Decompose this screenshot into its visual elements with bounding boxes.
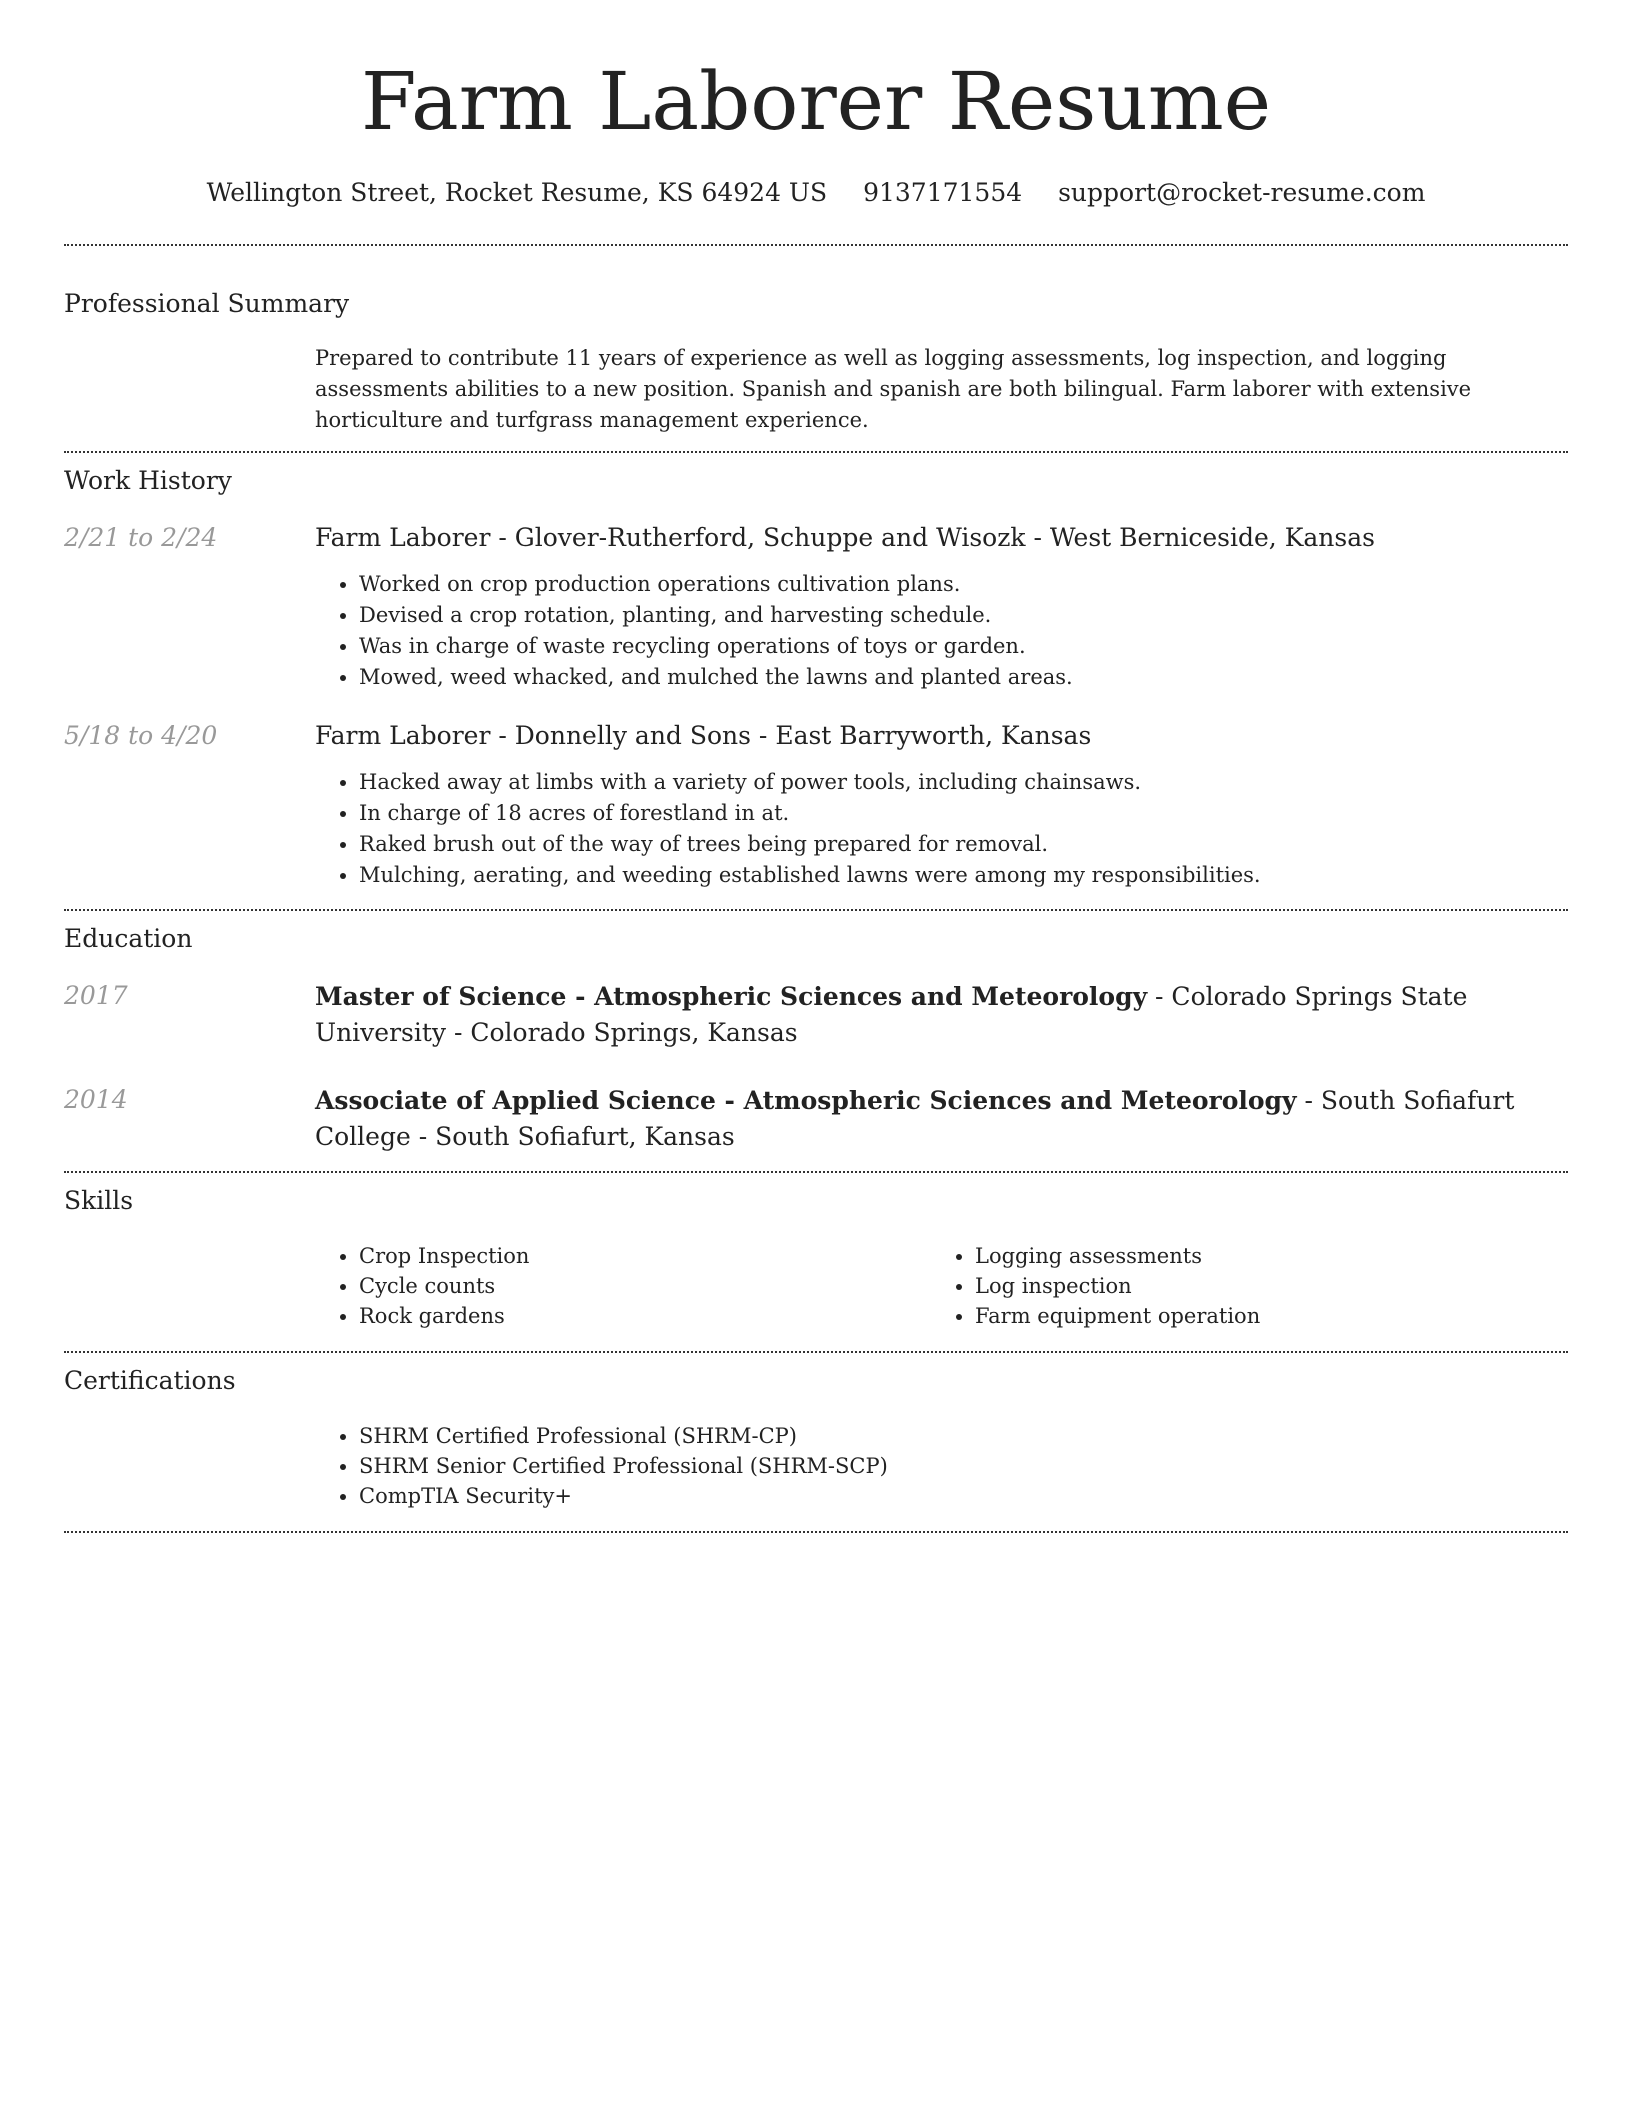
list-item: • Log inspection: [975, 1271, 1547, 1301]
summary-text: Prepared to contribute 11 years of experience as well as logging assessments, log inspection, and logging assessments abilities to a new position. Spanish and spanish are both bilingual. Farm laborer with extensive horticulture and turfgrass management experience.: [315, 346, 1472, 432]
list-item: • Crop Inspection: [359, 1241, 931, 1271]
resume-title: Farm Laborer Resume: [360, 55, 1272, 148]
job-title: Farm Laborer - Donnelly and Sons - East Barryworth, Kansas: [315, 721, 1092, 750]
list-item: • SHRM Certified Professional (SHRM-CP): [359, 1421, 1568, 1451]
contact-phone: 9137171554: [863, 178, 1023, 207]
job-body: [315, 719, 1568, 891]
summary-row: [64, 343, 1568, 436]
section-heading-skills: Skills: [64, 1186, 134, 1215]
list-item: • Rock gardens: [359, 1301, 931, 1331]
contact-address: Wellington Street, Rocket Resume, KS 64924 US: [206, 178, 828, 207]
education-title: [315, 1083, 1568, 1155]
summary-body: [315, 343, 1568, 436]
list-item: • Farm equipment operation: [975, 1301, 1547, 1331]
divider: [64, 1531, 1568, 1533]
education-body: [315, 1083, 1568, 1155]
list-item: • Logging assessments: [975, 1241, 1547, 1271]
list-item: • Worked on crop production operations cultivation plans.: [359, 569, 1568, 600]
job-body: [315, 521, 1568, 693]
divider: [64, 244, 1568, 246]
job-entry: [64, 521, 1568, 693]
list-item: • Was in charge of waste recycling operations of toys or garden.: [359, 631, 1568, 662]
job-dates: 5/18 to 4/20: [64, 721, 218, 750]
list-item: • Mowed, weed whacked, and mulched the lawns and planted areas.: [359, 662, 1568, 693]
education-institution: - Colorado Springs State University - Colorado Springs, Kansas: [315, 982, 1468, 1047]
education-institution: - South Sofiafurt College - South Sofiafurt, Kansas: [315, 1086, 1515, 1151]
education-year: 2017: [64, 981, 128, 1010]
list-item: • SHRM Senior Certified Professional (SHRM-SCP): [359, 1451, 1568, 1481]
skills-section: [64, 1185, 1568, 1331]
list-item: • Raked brush out of the way of trees being prepared for removal.: [359, 829, 1568, 860]
section-heading-education: Education: [64, 924, 193, 953]
job-bullets: [315, 767, 1568, 891]
education-body: [315, 979, 1568, 1051]
education-section: [64, 923, 1568, 1155]
skills-list-left: [315, 1241, 931, 1331]
list-item: • Cycle counts: [359, 1271, 931, 1301]
certifications-list: [315, 1421, 1568, 1511]
education-degree: Associate of Applied Science - Atmospheric Sciences and Meteorology: [315, 1086, 1297, 1115]
certifications-row: [64, 1421, 1568, 1511]
skills-grid: [315, 1241, 1568, 1331]
divider: [64, 1351, 1568, 1353]
education-title: [315, 979, 1568, 1051]
job-title: Farm Laborer - Glover-Rutherford, Schuppe and Wisozk - West Berniceside, Kansas: [315, 523, 1375, 552]
divider: [64, 909, 1568, 911]
section-heading-summary: Professional Summary: [64, 289, 350, 318]
list-item: • CompTIA Security+: [359, 1481, 1568, 1511]
education-degree: Master of Science - Atmospheric Sciences and Meteorology: [315, 982, 1148, 1011]
certifications-section: [64, 1365, 1568, 1511]
section-heading-work: Work History: [64, 466, 232, 495]
contact-line: [64, 178, 1568, 208]
divider: [64, 1171, 1568, 1173]
skills-row: [64, 1241, 1568, 1331]
job-bullets: [315, 569, 1568, 693]
skills-list-right: [931, 1241, 1547, 1331]
section-heading-certifications: Certifications: [64, 1366, 236, 1395]
education-entry: [64, 1083, 1568, 1155]
list-item: • In charge of 18 acres of forestland in at.: [359, 798, 1568, 829]
work-section: [64, 465, 1568, 891]
list-item: • Hacked away at limbs with a variety of power tools, including chainsaws.: [359, 767, 1568, 798]
contact-email: support@rocket-resume.com: [1058, 178, 1426, 207]
list-item: • Devised a crop rotation, planting, and harvesting schedule.: [359, 600, 1568, 631]
divider: [64, 451, 1568, 453]
education-year: 2014: [64, 1085, 128, 1114]
list-item: • Mulching, aerating, and weeding established lawns were among my responsibilities.: [359, 860, 1568, 891]
job-dates: 2/21 to 2/24: [64, 523, 218, 552]
summary-section: [64, 288, 1568, 436]
job-entry: [64, 719, 1568, 891]
certifications-body: [315, 1421, 1568, 1511]
education-entry: [64, 979, 1568, 1051]
